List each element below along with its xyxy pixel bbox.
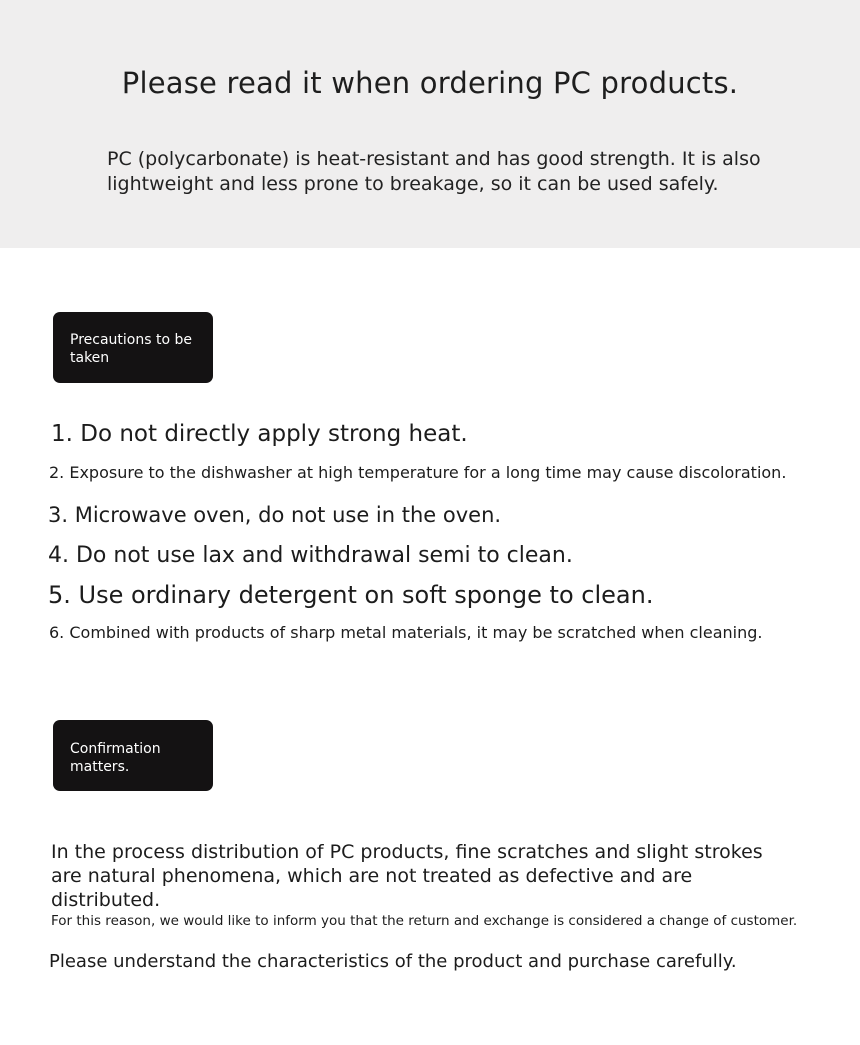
confirmation-paragraph: Please understand the characteristics of the product and purchase carefully.: [49, 951, 737, 972]
precaution-item: 1. Do not directly apply strong heat.: [51, 421, 468, 447]
precaution-item: 6. Combined with products of sharp metal materials, it may be scratched when cleaning.: [49, 623, 763, 642]
precaution-item: 3. Microwave oven, do not use in the oven.: [48, 503, 502, 527]
confirmation-paragraph: In the process distribution of PC products, fine scratches and slight strokes are natural phenomena, which are not treated as defective and are distributed.: [51, 841, 763, 911]
precaution-item: 2. Exposure to the dishwasher at high temperature for a long time may cause discoloration.: [49, 463, 787, 482]
precautions-badge-label: Precautions to be taken: [70, 332, 192, 366]
intro-paragraph: PC (polycarbonate) is heat-resistant and has good strength. It is also lightweight and less prone to breakage, so it can be used safely.: [107, 148, 761, 195]
precaution-item: 4. Do not use lax and withdrawal semi to clean.: [48, 543, 573, 568]
page-title: Please read it when ordering PC products.: [121, 66, 739, 100]
precautions-badge: [53, 312, 213, 383]
precaution-item: 5. Use ordinary detergent on soft sponge to clean.: [48, 581, 654, 609]
header-banner: [0, 0, 860, 248]
confirmation-paragraph: For this reason, we would like to inform you that the return and exchange is considered a change of customer.: [51, 913, 798, 929]
confirmation-badge: [53, 720, 213, 791]
confirmation-badge-label: Confirmation matters.: [70, 741, 161, 775]
